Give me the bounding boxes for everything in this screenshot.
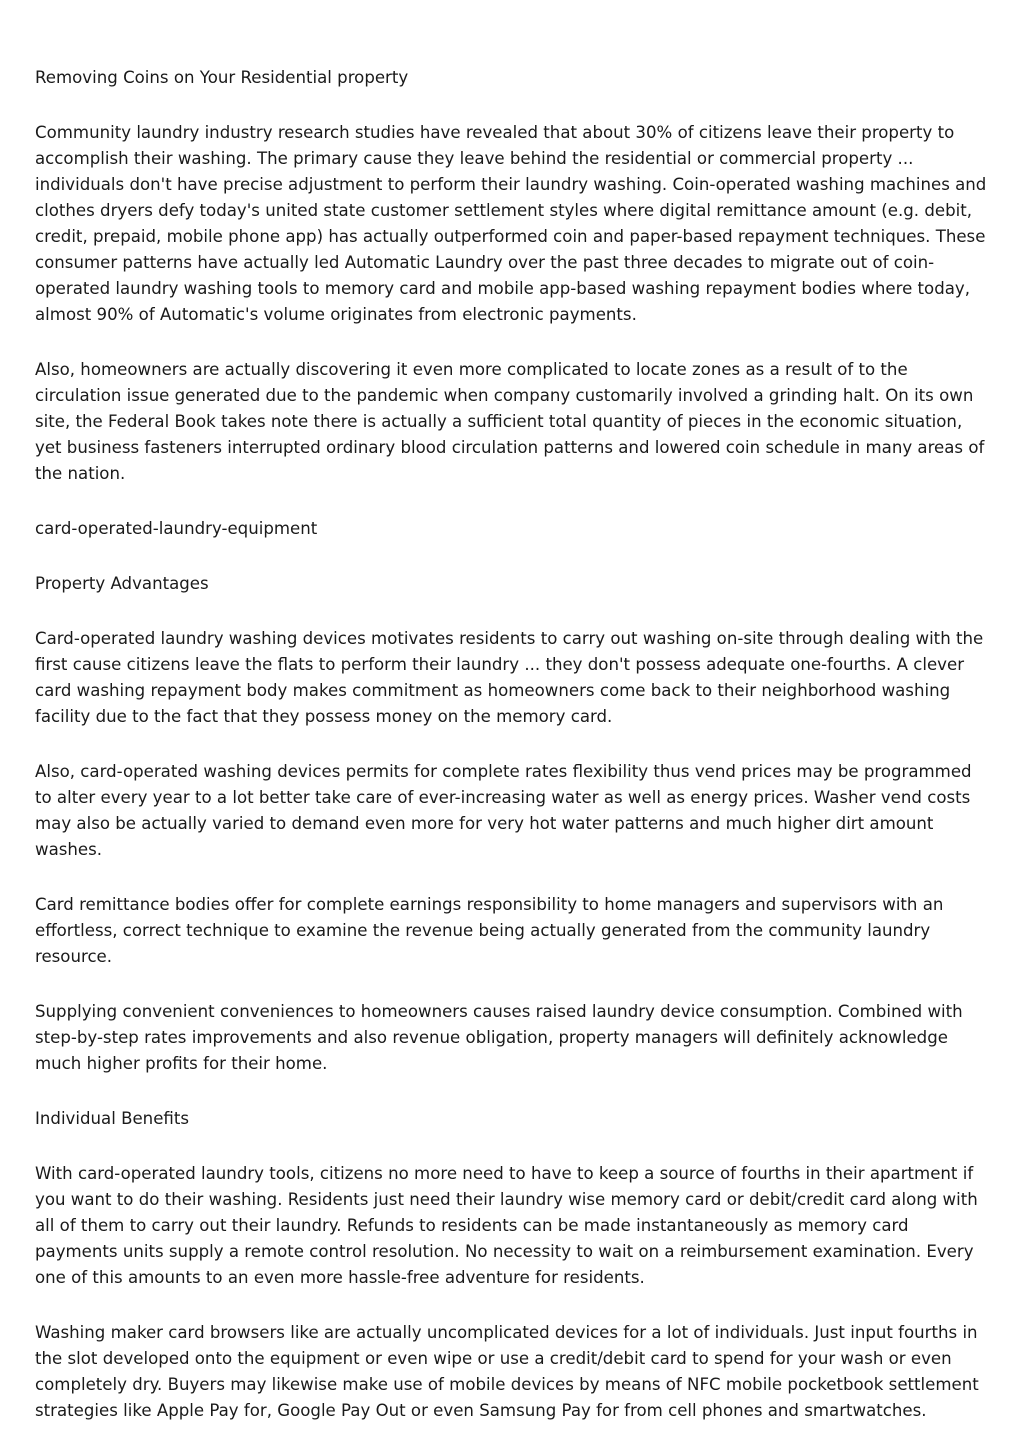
paragraph-property-3: Card remittance bodies offer for complete earnings responsibility to home managers and supervisors with an effortless, correct technique to examine the revenue being actually generated from the community laundry resource. <box>35 895 944 966</box>
paragraph-individual-2: Washing maker card browsers like are actually uncomplicated devices for a lot of individuals. Just input fourths in the slot developed onto the equipment or even wipe or use a credit/debit card to spend for your wash or even completely dry. Buyers may likewise make use of mobile devices by means of NFC mobile pocketbook settlement strategies like Apple Pay for, Google Pay Out or even Samsung Pay for from cell phones and smartwatches. <box>35 1323 979 1420</box>
paragraph-property-1: Card-operated laundry washing devices motivates residents to carry out washing on-site through dealing with the first cause citizens leave the flats to perform their laundry ... they don't possess adequate one-fourths. A clever card washing repayment body makes commitment as homeowners come back to their neighborhood washing facility due to the fact that they possess money on the memory card. <box>35 629 984 726</box>
document-page <box>35 65 990 1453</box>
section-heading-property: Property Advantages <box>35 574 209 593</box>
paragraph-coin-shortage: Also, homeowners are actually discovering it even more complicated to locate zones as a result of to the circulation issue generated due to the pandemic when company customarily involved a grinding halt. On its own site, the Federal Book takes note there is actually a sufficient total quantity of pieces in the economic situation, yet business fasteners interrupted ordinary blood circulation patterns and lowered coin schedule in many areas of the nation. <box>35 360 985 483</box>
article-title: Removing Coins on Your Residential property <box>35 68 409 87</box>
paragraph-property-2: Also, card-operated washing devices permits for complete rates flexibility thus vend prices may be programmed to alter every year to a lot better take care of ever-increasing water as well as energy prices. Washer vend costs may also be actually varied to demand even more for very hot water patterns and much higher dirt amount washes. <box>35 762 972 859</box>
section-heading-individual: Individual Benefits <box>35 1109 190 1128</box>
image-alt-text: card-operated-laundry-equipment <box>35 519 318 538</box>
paragraph-property-4: Supplying convenient conveniences to homeowners causes raised laundry device consumption. Combined with step-by-step rates improvements and also revenue obligation, property managers will definitely acknowledge much higher profits for their home. <box>35 1002 963 1073</box>
paragraph-intro: Community laundry industry research studies have revealed that about 30% of citizens leave their property to accomplish their washing. The primary cause they leave behind the residential or commercial property ... individuals don't have precise adjustment to perform their laundry washing. Coin-operated washing machines and clothes dryers defy today's united state customer settlement styles where digital remittance amount (e.g. debit, credit, prepaid, mobile phone app) has actually outperformed coin and paper-based repayment techniques. These consumer patterns have actually led Automatic Laundry over the past three decades to migrate out of coin-operated laundry washing tools to memory card and mobile app-based washing repayment bodies where today, almost 90% of Automatic's volume originates from electronic payments. <box>35 123 987 324</box>
paragraph-individual-1: With card-operated laundry tools, citizens no more need to have to keep a source of fourths in their apartment if you want to do their washing. Residents just need their laundry wise memory card or debit/credit card along with all of them to carry out their laundry. Refunds to residents can be made instantaneously as memory card payments units supply a remote control resolution. No necessity to wait on a reimbursement examination. Every one of this amounts to an even more hassle-free adventure for residents. <box>35 1164 978 1287</box>
